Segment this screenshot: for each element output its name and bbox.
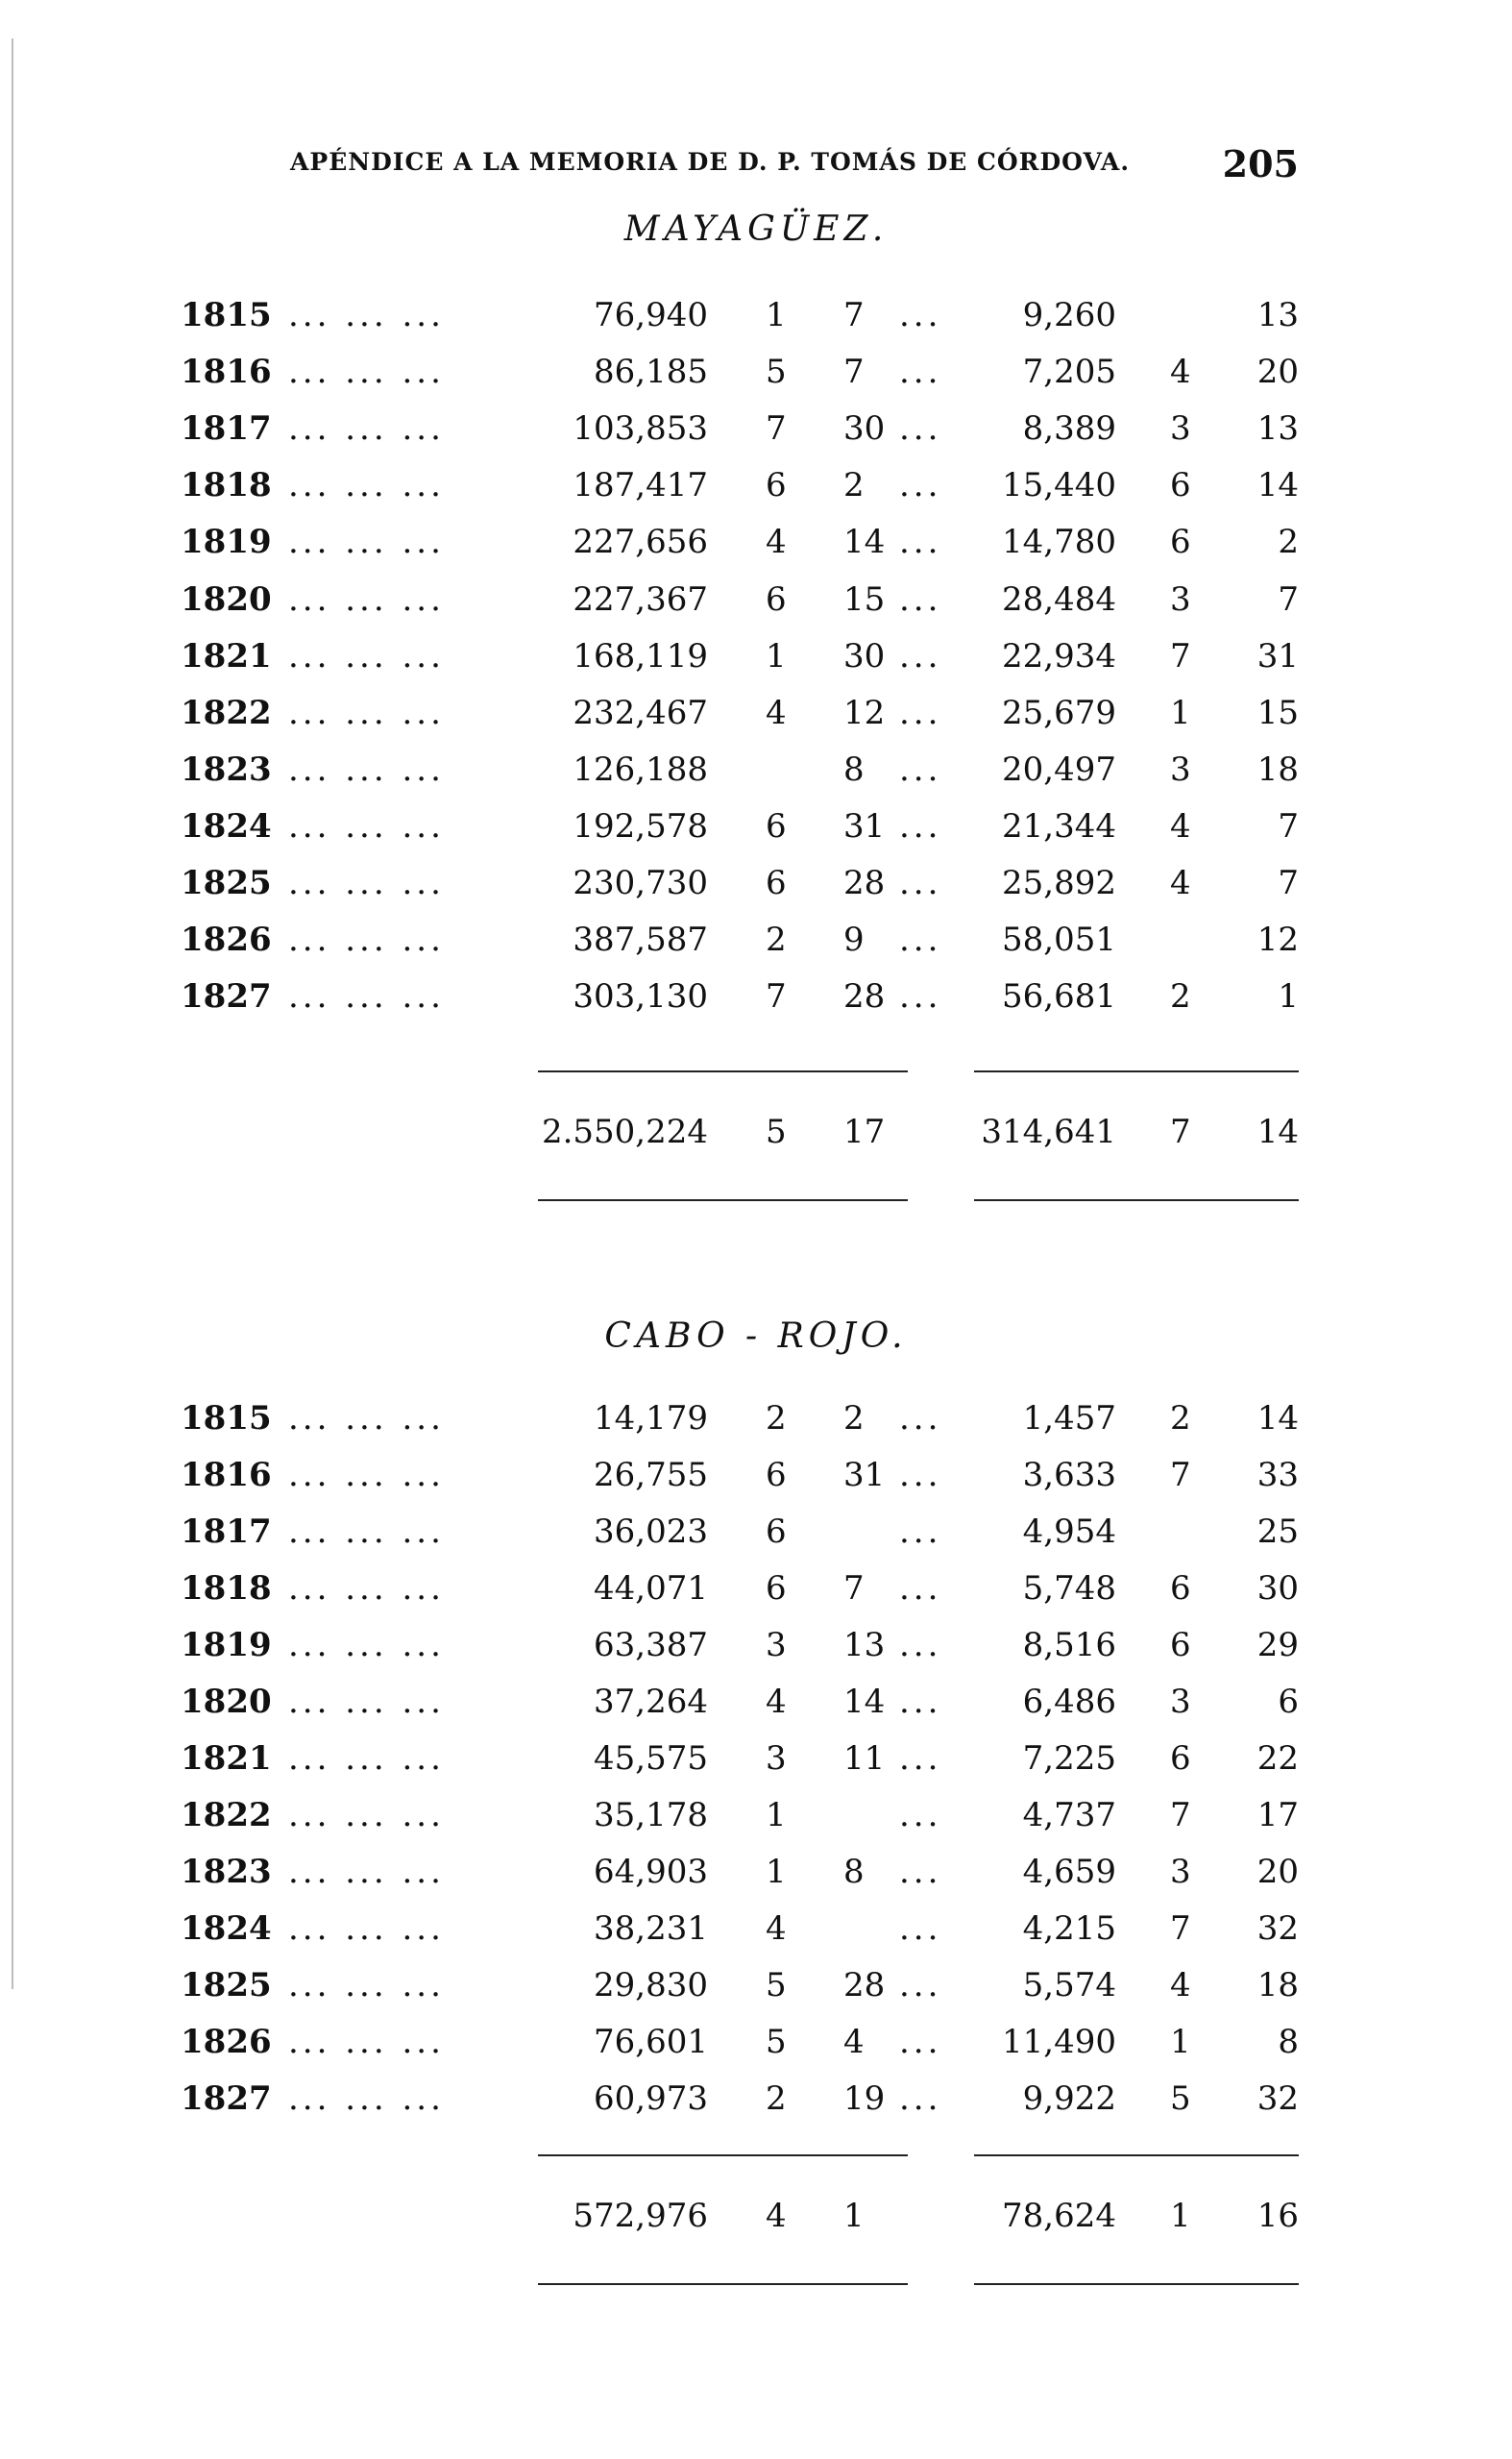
table-row <box>0 1739 1512 1778</box>
cell-amount: 230,730 <box>573 864 708 902</box>
cell-dots2: ... <box>899 1626 942 1664</box>
cell-year: 1826 <box>181 921 272 959</box>
table-row <box>0 1512 1512 1551</box>
table-row <box>0 580 1512 619</box>
cell-b0: 25,679 <box>1002 694 1116 732</box>
cell-year: 1825 <box>181 1966 272 2004</box>
total-amount: 572,976 <box>573 2197 708 2235</box>
table-row <box>0 466 1512 504</box>
cell-amount: 76,940 <box>594 296 708 334</box>
cell-a1: 7 <box>766 977 787 1016</box>
cell-dots2: ... <box>899 637 942 676</box>
cell-a1: 5 <box>766 1966 787 2004</box>
cell-dots: ... ... ... <box>288 466 445 504</box>
cell-a2: 30 <box>843 637 886 676</box>
cell-b0: 9,922 <box>1022 2079 1116 2118</box>
cell-b2: 1 <box>1278 977 1299 1016</box>
cell-b1: 4 <box>1170 864 1191 902</box>
total-a2: 1 <box>843 2197 865 2235</box>
cell-dots: ... ... ... <box>288 750 445 789</box>
cell-b2: 32 <box>1256 2079 1299 2118</box>
cell-a1: 5 <box>766 353 787 391</box>
table-row <box>0 807 1512 846</box>
cell-year: 1816 <box>181 353 272 391</box>
cell-b1: 3 <box>1170 409 1191 448</box>
total-a2: 17 <box>843 1113 886 1151</box>
cell-dots: ... ... ... <box>288 977 445 1016</box>
cell-a2: 14 <box>843 523 886 561</box>
cell-b0: 3,633 <box>1022 1456 1116 1494</box>
table-row <box>0 296 1512 334</box>
cell-year: 1824 <box>181 807 272 846</box>
cell-a1: 6 <box>766 1512 787 1551</box>
cell-b2: 7 <box>1278 580 1299 619</box>
cell-dots2: ... <box>899 864 942 902</box>
cell-dots2: ... <box>899 2079 942 2118</box>
cell-a1: 3 <box>766 1626 787 1664</box>
cell-b2: 20 <box>1256 1853 1299 1891</box>
cell-year: 1821 <box>181 1739 272 1778</box>
cell-a1: 4 <box>766 1909 787 1948</box>
cell-b0: 8,389 <box>1022 409 1116 448</box>
cell-year: 1827 <box>181 2079 272 2118</box>
cell-year: 1823 <box>181 1853 272 1891</box>
cell-b2: 31 <box>1256 637 1299 676</box>
cell-b2: 14 <box>1256 1399 1299 1438</box>
cell-a1: 7 <box>766 409 787 448</box>
cell-amount: 192,578 <box>573 807 708 846</box>
cell-dots2: ... <box>899 1739 942 1778</box>
cell-b0: 20,497 <box>1002 750 1116 789</box>
cell-year: 1815 <box>181 296 272 334</box>
cell-b2: 14 <box>1256 466 1299 504</box>
cell-amount: 45,575 <box>594 1739 708 1778</box>
cell-a2: 15 <box>843 580 886 619</box>
cell-dots2: ... <box>899 409 942 448</box>
cell-b1: 6 <box>1170 466 1191 504</box>
cell-b2: 7 <box>1278 864 1299 902</box>
cell-b0: 15,440 <box>1002 466 1116 504</box>
cell-dots2: ... <box>899 1796 942 1834</box>
section-title: MAYAGÜEZ. <box>623 209 889 249</box>
table-row <box>0 1569 1512 1608</box>
cell-b0: 11,490 <box>1002 2023 1116 2061</box>
header-title: APÉNDICE A LA MEMORIA DE D. P. TOMÁS DE CÓRDOVA. <box>290 148 1131 176</box>
cell-dots2: ... <box>899 1853 942 1891</box>
page-number: 205 <box>1222 142 1299 185</box>
cell-b0: 22,934 <box>1002 637 1116 676</box>
table-row <box>0 1966 1512 2004</box>
cell-b0: 4,659 <box>1022 1853 1116 1891</box>
cell-b0: 4,954 <box>1022 1512 1116 1551</box>
table-row <box>0 637 1512 676</box>
cell-b2: 8 <box>1278 2023 1299 2061</box>
total-amount: 2.550,224 <box>541 1113 708 1151</box>
cell-year: 1818 <box>181 466 272 504</box>
table-row <box>0 1456 1512 1494</box>
cell-b2: 12 <box>1256 921 1299 959</box>
cell-year: 1824 <box>181 1909 272 1948</box>
cell-a1: 6 <box>766 1456 787 1494</box>
cell-dots2: ... <box>899 1966 942 2004</box>
cell-a2: 14 <box>843 1683 886 1721</box>
cell-amount: 86,185 <box>594 353 708 391</box>
cell-amount: 26,755 <box>594 1456 708 1494</box>
cell-b0: 7,205 <box>1022 353 1116 391</box>
section-title: CABO - ROJO. <box>604 1316 908 1356</box>
cell-b0: 7,225 <box>1022 1739 1116 1778</box>
cell-a2: 19 <box>843 2079 886 2118</box>
cell-year: 1826 <box>181 2023 272 2061</box>
cell-a2: 11 <box>843 1739 886 1778</box>
table-row <box>0 921 1512 959</box>
cell-year: 1816 <box>181 1456 272 1494</box>
cell-year: 1827 <box>181 977 272 1016</box>
cell-a2: 31 <box>843 807 886 846</box>
cell-a1: 2 <box>766 921 787 959</box>
total-b1: 1 <box>1170 2197 1191 2235</box>
cell-dots2: ... <box>899 1569 942 1608</box>
cell-a1: 6 <box>766 1569 787 1608</box>
rule-above-total <box>538 1070 908 1072</box>
cell-dots: ... ... ... <box>288 1626 445 1664</box>
cell-dots2: ... <box>899 296 942 334</box>
cell-b1: 7 <box>1170 637 1191 676</box>
cell-b1: 7 <box>1170 1796 1191 1834</box>
cell-b1: 2 <box>1170 977 1191 1016</box>
cell-b2: 33 <box>1256 1456 1299 1494</box>
cell-a1: 6 <box>766 466 787 504</box>
cell-b2: 15 <box>1256 694 1299 732</box>
cell-b2: 7 <box>1278 807 1299 846</box>
cell-dots2: ... <box>899 807 942 846</box>
cell-b0: 1,457 <box>1022 1399 1116 1438</box>
cell-b0: 5,574 <box>1022 1966 1116 2004</box>
cell-a1: 2 <box>766 1399 787 1438</box>
cell-a1: 1 <box>766 1796 787 1834</box>
cell-year: 1822 <box>181 1796 272 1834</box>
cell-b0: 14,780 <box>1002 523 1116 561</box>
table-row <box>0 2023 1512 2061</box>
cell-dots: ... ... ... <box>288 1853 445 1891</box>
table-row <box>0 409 1512 448</box>
cell-b2: 18 <box>1256 750 1299 789</box>
table-row <box>0 1796 1512 1834</box>
cell-dots: ... ... ... <box>288 2079 445 2118</box>
total-row <box>0 1113 1512 1151</box>
cell-year: 1818 <box>181 1569 272 1608</box>
table-row <box>0 864 1512 902</box>
table-row <box>0 1683 1512 1721</box>
cell-a1: 6 <box>766 580 787 619</box>
table-row <box>0 1853 1512 1891</box>
cell-amount: 227,656 <box>573 523 708 561</box>
cell-b1: 4 <box>1170 1966 1191 2004</box>
cell-dots2: ... <box>899 1399 942 1438</box>
cell-dots2: ... <box>899 1909 942 1948</box>
cell-a1: 1 <box>766 637 787 676</box>
rule-below-total <box>974 1199 1299 1201</box>
cell-a1: 1 <box>766 1853 787 1891</box>
cell-dots: ... ... ... <box>288 2023 445 2061</box>
cell-b2: 18 <box>1256 1966 1299 2004</box>
cell-amount: 44,071 <box>594 1569 708 1608</box>
cell-b0: 5,748 <box>1022 1569 1116 1608</box>
cell-a1: 4 <box>766 523 787 561</box>
cell-year: 1823 <box>181 750 272 789</box>
cell-dots2: ... <box>899 580 942 619</box>
cell-year: 1819 <box>181 1626 272 1664</box>
cell-b2: 17 <box>1256 1796 1299 1834</box>
table-row <box>0 1399 1512 1438</box>
cell-amount: 29,830 <box>594 1966 708 2004</box>
table-row <box>0 1626 1512 1664</box>
cell-dots: ... ... ... <box>288 1456 445 1494</box>
cell-amount: 227,367 <box>573 580 708 619</box>
cell-amount: 63,387 <box>594 1626 708 1664</box>
cell-amount: 126,188 <box>573 750 708 789</box>
cell-b0: 6,486 <box>1022 1683 1116 1721</box>
cell-dots: ... ... ... <box>288 864 445 902</box>
cell-b0: 25,892 <box>1002 864 1116 902</box>
cell-b0: 8,516 <box>1022 1626 1116 1664</box>
rule-above-total <box>974 2154 1299 2156</box>
cell-b2: 13 <box>1256 409 1299 448</box>
cell-dots2: ... <box>899 1512 942 1551</box>
cell-year: 1821 <box>181 637 272 676</box>
cell-b1: 2 <box>1170 1399 1191 1438</box>
cell-amount: 37,264 <box>594 1683 708 1721</box>
total-b2: 16 <box>1256 2197 1299 2235</box>
cell-dots: ... ... ... <box>288 296 445 334</box>
table-row <box>0 353 1512 391</box>
cell-b1: 4 <box>1170 807 1191 846</box>
cell-a2: 28 <box>843 864 886 902</box>
cell-b1: 3 <box>1170 580 1191 619</box>
cell-dots2: ... <box>899 1683 942 1721</box>
cell-b1: 6 <box>1170 1626 1191 1664</box>
cell-a2: 9 <box>843 921 865 959</box>
cell-dots: ... ... ... <box>288 1909 445 1948</box>
cell-b2: 13 <box>1256 296 1299 334</box>
total-row <box>0 2197 1512 2235</box>
cell-b2: 20 <box>1256 353 1299 391</box>
cell-year: 1822 <box>181 694 272 732</box>
total-b0: 78,624 <box>1002 2197 1116 2235</box>
cell-b1: 5 <box>1170 2079 1191 2118</box>
cell-b2: 30 <box>1256 1569 1299 1608</box>
cell-amount: 64,903 <box>594 1853 708 1891</box>
cell-year: 1817 <box>181 409 272 448</box>
cell-a2: 7 <box>843 1569 865 1608</box>
cell-amount: 60,973 <box>594 2079 708 2118</box>
running-header <box>290 142 1308 185</box>
cell-amount: 14,179 <box>594 1399 708 1438</box>
cell-dots2: ... <box>899 750 942 789</box>
total-b1: 7 <box>1170 1113 1191 1151</box>
cell-b0: 21,344 <box>1002 807 1116 846</box>
rule-above-total <box>538 2154 908 2156</box>
cell-dots: ... ... ... <box>288 694 445 732</box>
rule-below-total <box>974 2283 1299 2285</box>
cell-a1: 5 <box>766 2023 787 2061</box>
cell-b1: 6 <box>1170 1569 1191 1608</box>
table-row <box>0 694 1512 732</box>
cell-b0: 4,737 <box>1022 1796 1116 1834</box>
cell-b1: 1 <box>1170 694 1191 732</box>
cell-a2: 2 <box>843 466 865 504</box>
cell-a2: 28 <box>843 977 886 1016</box>
cell-a2: 12 <box>843 694 886 732</box>
cell-dots: ... ... ... <box>288 1739 445 1778</box>
cell-b0: 56,681 <box>1002 977 1116 1016</box>
cell-year: 1820 <box>181 580 272 619</box>
table-row <box>0 1909 1512 1948</box>
cell-b0: 58,051 <box>1002 921 1116 959</box>
cell-a1: 6 <box>766 864 787 902</box>
cell-dots: ... ... ... <box>288 353 445 391</box>
cell-dots: ... ... ... <box>288 1569 445 1608</box>
cell-dots: ... ... ... <box>288 1966 445 2004</box>
cell-dots: ... ... ... <box>288 637 445 676</box>
cell-dots: ... ... ... <box>288 1512 445 1551</box>
cell-a2: 8 <box>843 1853 865 1891</box>
cell-b1: 6 <box>1170 1739 1191 1778</box>
rule-above-total <box>974 1070 1299 1072</box>
cell-dots: ... ... ... <box>288 523 445 561</box>
cell-amount: 103,853 <box>573 409 708 448</box>
cell-a1: 2 <box>766 2079 787 2118</box>
cell-a1: 6 <box>766 807 787 846</box>
cell-year: 1820 <box>181 1683 272 1721</box>
cell-b1: 6 <box>1170 523 1191 561</box>
rule-below-total <box>538 1199 908 1201</box>
cell-b1: 4 <box>1170 353 1191 391</box>
cell-amount: 36,023 <box>594 1512 708 1551</box>
cell-a1: 4 <box>766 694 787 732</box>
rule-below-total <box>538 2283 908 2285</box>
cell-b0: 9,260 <box>1022 296 1116 334</box>
cell-amount: 303,130 <box>573 977 708 1016</box>
cell-a1: 3 <box>766 1739 787 1778</box>
cell-a2: 4 <box>843 2023 865 2061</box>
cell-dots: ... ... ... <box>288 921 445 959</box>
cell-year: 1817 <box>181 1512 272 1551</box>
cell-dots: ... ... ... <box>288 1683 445 1721</box>
cell-b1: 7 <box>1170 1456 1191 1494</box>
table-row <box>0 977 1512 1016</box>
cell-b1: 3 <box>1170 750 1191 789</box>
table-row <box>0 2079 1512 2118</box>
cell-dots: ... ... ... <box>288 409 445 448</box>
cell-b2: 2 <box>1278 523 1299 561</box>
cell-dots2: ... <box>899 921 942 959</box>
cell-b2: 29 <box>1256 1626 1299 1664</box>
cell-b2: 22 <box>1256 1739 1299 1778</box>
cell-amount: 76,601 <box>594 2023 708 2061</box>
cell-b1: 3 <box>1170 1683 1191 1721</box>
total-b0: 314,641 <box>981 1113 1116 1151</box>
cell-amount: 38,231 <box>594 1909 708 1948</box>
cell-dots2: ... <box>899 694 942 732</box>
cell-a2: 7 <box>843 353 865 391</box>
cell-b1: 1 <box>1170 2023 1191 2061</box>
total-a1: 4 <box>766 2197 787 2235</box>
cell-b0: 4,215 <box>1022 1909 1116 1948</box>
cell-b1: 7 <box>1170 1909 1191 1948</box>
cell-amount: 187,417 <box>573 466 708 504</box>
cell-b1: 3 <box>1170 1853 1191 1891</box>
cell-a2: 8 <box>843 750 865 789</box>
cell-dots: ... ... ... <box>288 807 445 846</box>
table-row <box>0 523 1512 561</box>
cell-dots2: ... <box>899 1456 942 1494</box>
cell-a2: 28 <box>843 1966 886 2004</box>
cell-amount: 168,119 <box>573 637 708 676</box>
cell-dots: ... ... ... <box>288 1399 445 1438</box>
cell-b2: 32 <box>1256 1909 1299 1948</box>
total-b2: 14 <box>1256 1113 1299 1151</box>
cell-a2: 31 <box>843 1456 886 1494</box>
cell-a1: 4 <box>766 1683 787 1721</box>
cell-b2: 6 <box>1278 1683 1299 1721</box>
cell-a1: 1 <box>766 296 787 334</box>
cell-dots2: ... <box>899 2023 942 2061</box>
cell-a2: 2 <box>843 1399 865 1438</box>
cell-a2: 7 <box>843 296 865 334</box>
cell-b0: 28,484 <box>1002 580 1116 619</box>
cell-dots: ... ... ... <box>288 580 445 619</box>
cell-a2: 13 <box>843 1626 886 1664</box>
cell-dots2: ... <box>899 523 942 561</box>
total-a1: 5 <box>766 1113 787 1151</box>
cell-amount: 232,467 <box>573 694 708 732</box>
cell-year: 1815 <box>181 1399 272 1438</box>
cell-year: 1819 <box>181 523 272 561</box>
cell-year: 1825 <box>181 864 272 902</box>
cell-amount: 35,178 <box>594 1796 708 1834</box>
cell-dots2: ... <box>899 977 942 1016</box>
table-row <box>0 750 1512 789</box>
cell-a2: 30 <box>843 409 886 448</box>
cell-dots: ... ... ... <box>288 1796 445 1834</box>
cell-b2: 25 <box>1256 1512 1299 1551</box>
cell-amount: 387,587 <box>573 921 708 959</box>
cell-dots2: ... <box>899 353 942 391</box>
cell-dots2: ... <box>899 466 942 504</box>
